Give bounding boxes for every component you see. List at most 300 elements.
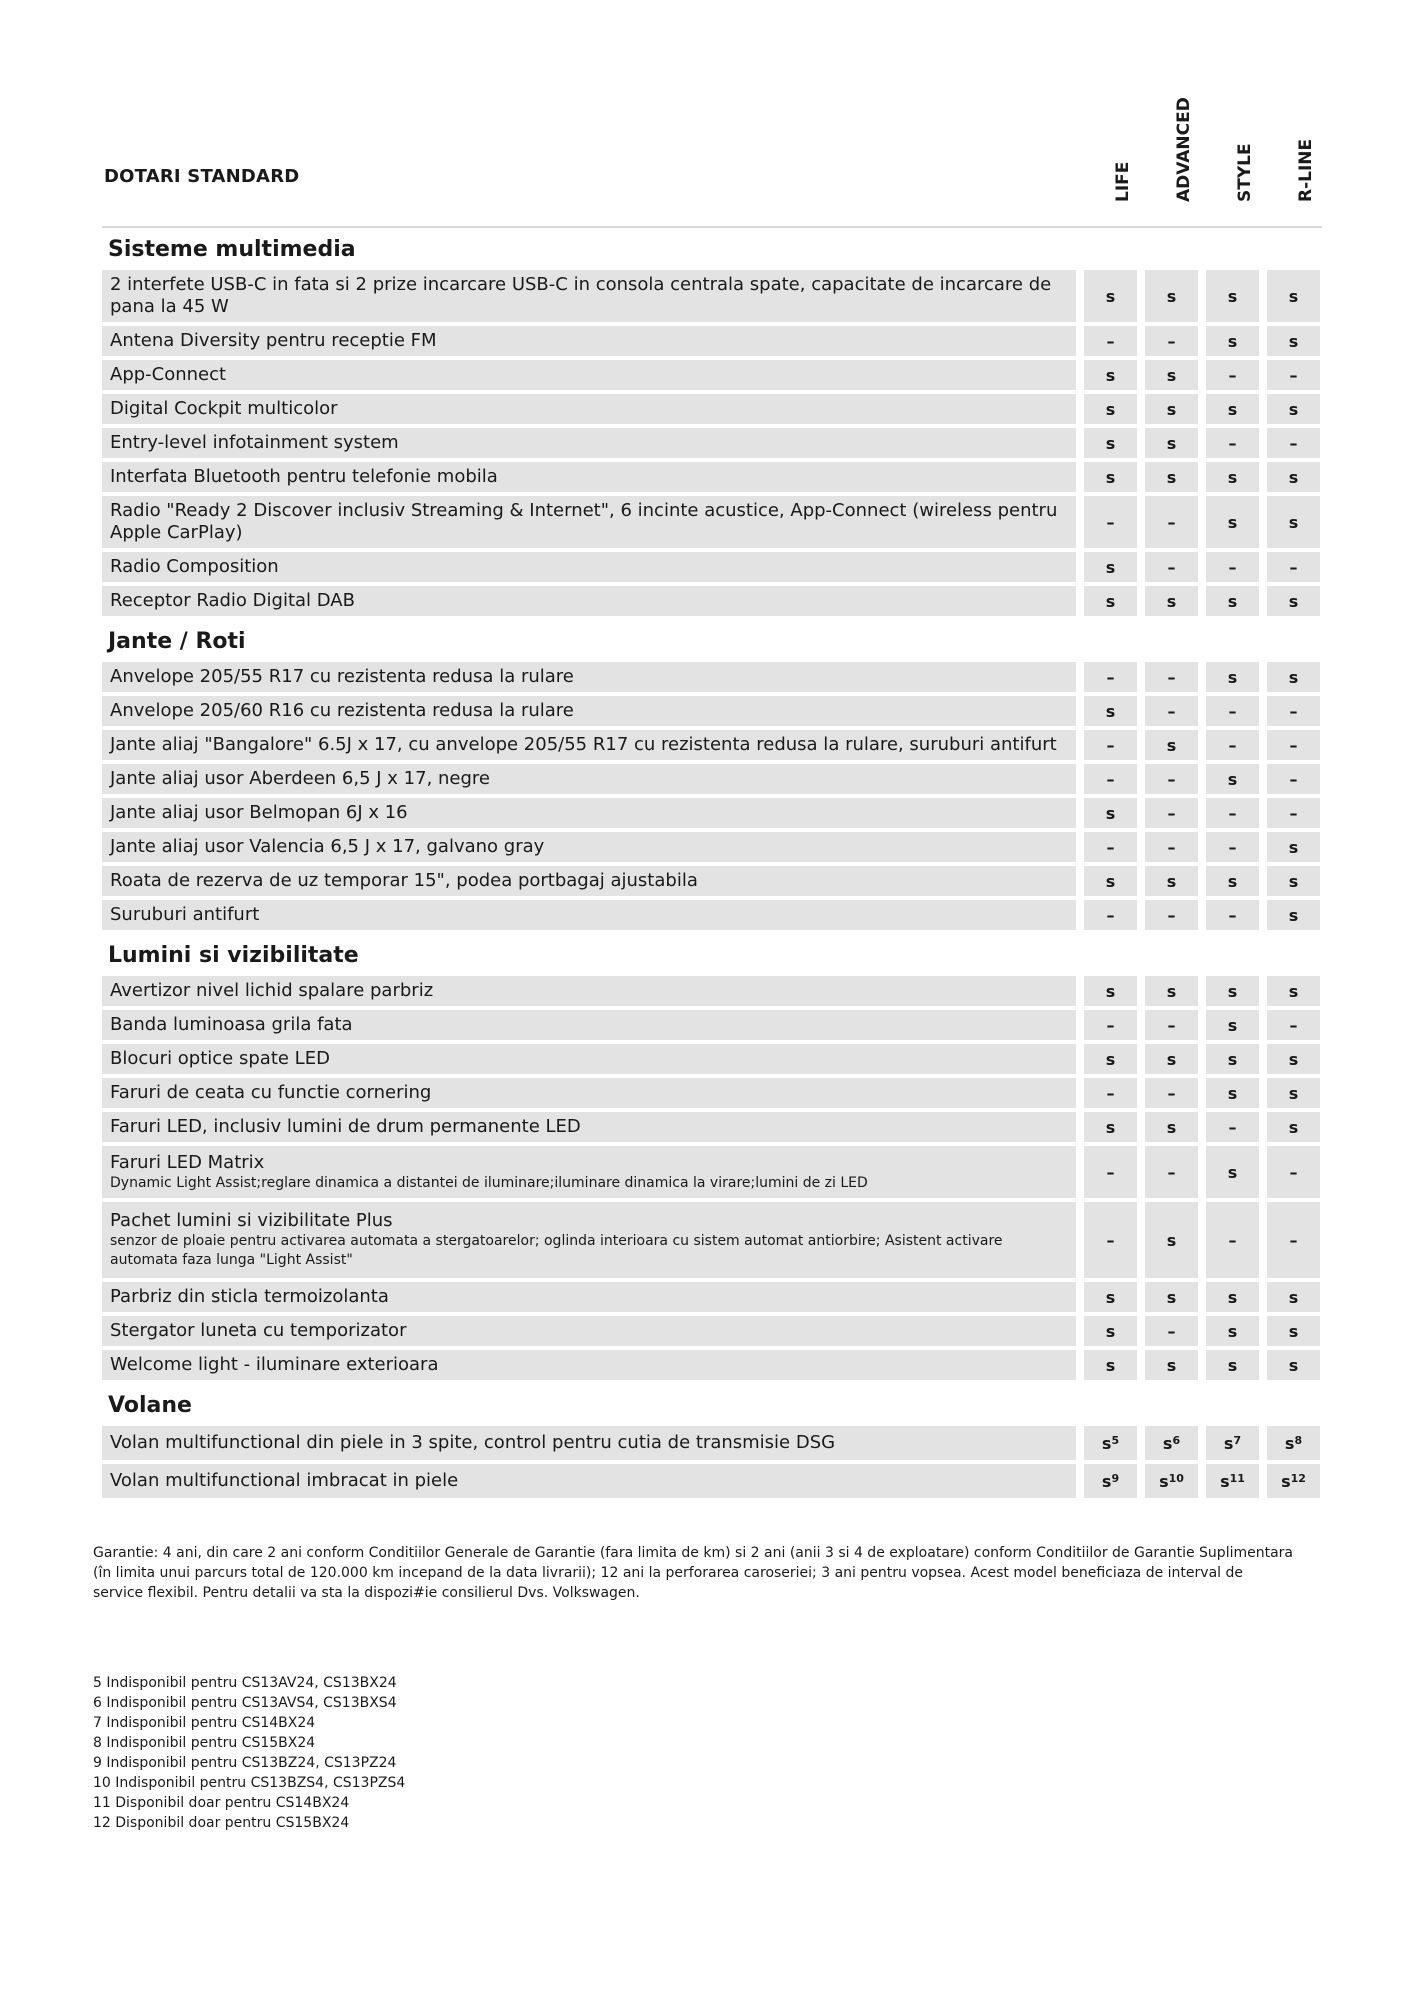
availability-mark: – (1106, 1083, 1115, 1103)
availability-mark: s (1220, 1471, 1230, 1491)
feature-label (102, 1078, 1076, 1108)
feature-name: Avertizor nivel lichid spalare parbriz (110, 980, 434, 1001)
feature-label (102, 586, 1076, 616)
availability-mark: – (1289, 433, 1298, 453)
feature-label (102, 1426, 1076, 1460)
availability-mark: – (1167, 1162, 1176, 1182)
availability-cell (1145, 1112, 1198, 1142)
availability-cell (1267, 662, 1320, 692)
feature-label (102, 1350, 1076, 1380)
footnote: 8 Indisponibil pentru CS15BX24 (93, 1735, 316, 1751)
availability-cell (1084, 1202, 1137, 1278)
availability-cell (1084, 586, 1137, 616)
availability-mark: – (1167, 803, 1176, 823)
availability-cell (1206, 586, 1259, 616)
availability-cell (1267, 586, 1320, 616)
footnote: 7 Indisponibil pentru CS14BX24 (93, 1715, 316, 1731)
availability-mark: – (1167, 667, 1176, 687)
availability-mark: s (1166, 735, 1177, 755)
feature-label (102, 270, 1076, 322)
availability-cell (1267, 832, 1320, 862)
availability-mark: s (1288, 331, 1299, 351)
page-title: DOTARI STANDARD (104, 166, 300, 187)
availability-mark: s (1227, 1015, 1238, 1035)
availability-cell (1145, 586, 1198, 616)
availability-cell (1206, 1044, 1259, 1074)
feature-label (102, 462, 1076, 492)
availability-cell (1145, 900, 1198, 930)
table-row (102, 552, 1322, 582)
availability-mark: – (1167, 701, 1176, 721)
availability-mark: s (1101, 1471, 1112, 1491)
availability-cell (1084, 394, 1137, 424)
feature-name: Pachet lumini si vizibilitate Plus (110, 1210, 393, 1231)
availability-cell (1206, 764, 1259, 794)
feature-label (102, 866, 1076, 896)
availability-cell (1084, 764, 1137, 794)
availability-cell (1145, 270, 1198, 322)
availability-mark: – (1106, 837, 1115, 857)
feature-label (102, 1282, 1076, 1312)
availability-mark: s (1105, 871, 1116, 891)
availability-cell (1206, 1316, 1259, 1346)
feature-name: Receptor Radio Digital DAB (110, 590, 355, 611)
availability-mark: s (1105, 557, 1116, 577)
availability-mark: s (1227, 467, 1238, 487)
table-row (102, 326, 1322, 356)
availability-cell (1267, 1202, 1320, 1278)
availability-mark: – (1289, 1015, 1298, 1035)
availability-cell (1206, 832, 1259, 862)
feature-label (102, 428, 1076, 458)
availability-mark: s (1166, 1117, 1177, 1137)
availability-mark: – (1228, 701, 1237, 721)
availability-cell (1206, 552, 1259, 582)
availability-mark: – (1289, 557, 1298, 577)
availability-mark: s (1288, 1321, 1299, 1341)
availability-mark: – (1106, 1015, 1115, 1035)
availability-mark: – (1167, 512, 1176, 532)
availability-mark: s (1288, 1083, 1299, 1103)
availability-mark: s (1227, 331, 1238, 351)
table-body (102, 228, 1322, 1498)
availability-cell (1084, 730, 1137, 760)
table-row (102, 394, 1322, 424)
availability-mark: s (1288, 667, 1299, 687)
availability-mark: – (1106, 512, 1115, 532)
availability-mark: – (1228, 1230, 1237, 1250)
availability-mark: s (1227, 1049, 1238, 1069)
feature-label (102, 552, 1076, 582)
feature-name: Roata de rezerva de uz temporar 15", podea portbagaj ajustabila (110, 870, 698, 891)
availability-mark: s (1166, 981, 1177, 1001)
table-row (102, 1464, 1322, 1498)
feature-name: Digital Cockpit multicolor (110, 398, 338, 419)
availability-cell (1267, 866, 1320, 896)
availability-mark: s (1227, 1355, 1238, 1375)
availability-cell (1267, 1112, 1320, 1142)
feature-name: Interfata Bluetooth pentru telefonie mobila (110, 466, 498, 487)
feature-name: Suruburi antifurt (110, 904, 260, 925)
availability-mark: – (1228, 557, 1237, 577)
availability-mark: s (1288, 1049, 1299, 1069)
availability-cell (1267, 696, 1320, 726)
table-row (102, 1078, 1322, 1108)
table-row (102, 764, 1322, 794)
availability-mark: s (1101, 1433, 1112, 1453)
availability-mark: s (1105, 433, 1116, 453)
availability-cell (1145, 552, 1198, 582)
availability-cell (1267, 360, 1320, 390)
availability-cell (1206, 1282, 1259, 1312)
feature-name: Jante aliaj usor Aberdeen 6,5 J x 17, negre (110, 768, 490, 789)
availability-mark: s (1166, 1049, 1177, 1069)
availability-cell (1145, 1202, 1198, 1278)
column-header-advanced: ADVANCED (1173, 97, 1194, 202)
availability-cell (1084, 662, 1137, 692)
availability-mark: s (1105, 1049, 1116, 1069)
availability-mark: s (1227, 1083, 1238, 1103)
availability-mark: s (1166, 1230, 1177, 1250)
feature-name: Welcome light - iluminare exterioara (110, 1354, 439, 1375)
availability-cell (1084, 866, 1137, 896)
availability-mark: s (1288, 512, 1299, 532)
availability-cell (1206, 1202, 1259, 1278)
availability-cell (1206, 1426, 1259, 1460)
footnote-ref: 6 (1172, 1433, 1181, 1447)
availability-cell (1267, 394, 1320, 424)
availability-mark: – (1106, 1162, 1115, 1182)
availability-cell (1267, 764, 1320, 794)
footnote-ref: 7 (1233, 1433, 1242, 1447)
availability-mark: s (1105, 701, 1116, 721)
availability-cell (1084, 428, 1137, 458)
availability-mark: – (1289, 365, 1298, 385)
feature-name: Jante aliaj usor Valencia 6,5 J x 17, galvano gray (110, 836, 545, 857)
feature-label (102, 764, 1076, 794)
availability-mark: s (1227, 1287, 1238, 1307)
feature-label (102, 1146, 1076, 1198)
feature-description: Dynamic Light Assist;reglare dinamica a distantei de iluminare;iluminare dinamica la virare;lumini de zi LED (110, 1174, 868, 1191)
availability-cell (1145, 1146, 1198, 1198)
availability-mark: s (1105, 591, 1116, 611)
availability-mark: s (1105, 399, 1116, 419)
feature-description: senzor de ploaie pentru activarea automata a stergatoarelor; oglinda interioara cu sistem automat antiorbire; Asistent activare automata faza lunga "Light Assist" (110, 1233, 1003, 1268)
availability-cell (1145, 1426, 1198, 1460)
feature-name: Antena Diversity pentru receptie FM (110, 330, 437, 351)
availability-cell (1145, 1078, 1198, 1108)
availability-cell (1084, 326, 1137, 356)
feature-label (102, 1316, 1076, 1346)
availability-mark: s (1227, 667, 1238, 687)
footnote: 10 Indisponibil pentru CS13BZS4, CS13PZS4 (93, 1775, 406, 1791)
availability-mark: s (1288, 1355, 1299, 1375)
availability-cell (1145, 496, 1198, 548)
feature-label (102, 662, 1076, 692)
feature-name: 2 interfete USB-C in fata si 2 prize incarcare USB-C in consola centrala spate, capacitate de incarcare de pana la 45 W (110, 274, 1052, 317)
availability-cell (1145, 798, 1198, 828)
availability-mark: s (1288, 1287, 1299, 1307)
availability-mark: s (1227, 591, 1238, 611)
availability-cell (1206, 1146, 1259, 1198)
table-row (102, 1316, 1322, 1346)
availability-mark: – (1228, 803, 1237, 823)
section-title: Jante / Roti (108, 629, 246, 654)
availability-mark: – (1289, 701, 1298, 721)
availability-cell (1084, 1282, 1137, 1312)
availability-mark: s (1105, 1117, 1116, 1137)
feature-name: Blocuri optice spate LED (110, 1048, 330, 1069)
availability-mark: – (1228, 1117, 1237, 1137)
availability-cell (1267, 496, 1320, 548)
availability-cell (1267, 798, 1320, 828)
availability-cell (1145, 662, 1198, 692)
availability-cell (1084, 462, 1137, 492)
availability-cell (1267, 1282, 1320, 1312)
availability-mark: – (1106, 769, 1115, 789)
footnote-ref: 8 (1294, 1433, 1303, 1447)
availability-cell (1145, 326, 1198, 356)
footnote-ref: 9 (1111, 1471, 1120, 1485)
availability-mark: – (1106, 735, 1115, 755)
feature-name: Volan multifunctional imbracat in piele (110, 1470, 459, 1491)
availability-mark: s (1288, 467, 1299, 487)
table-row (102, 1010, 1322, 1040)
availability-mark: – (1289, 1230, 1298, 1250)
availability-cell (1084, 1112, 1137, 1142)
availability-mark: – (1167, 1321, 1176, 1341)
table-row (102, 1282, 1322, 1312)
feature-name: Radio "Ready 2 Discover inclusiv Streaming & Internet", 6 incinte acustice, App-Connect (wireless pentru Apple CarPlay) (110, 500, 1058, 543)
availability-mark: – (1106, 905, 1115, 925)
table-row (102, 496, 1322, 548)
availability-mark: – (1106, 331, 1115, 351)
table-row (102, 662, 1322, 692)
availability-cell (1084, 1010, 1137, 1040)
feature-label (102, 1010, 1076, 1040)
availability-cell (1267, 976, 1320, 1006)
availability-mark: s (1288, 837, 1299, 857)
feature-label (102, 1464, 1076, 1498)
feature-label (102, 832, 1076, 862)
availability-cell (1084, 1078, 1137, 1108)
feature-name: App-Connect (110, 364, 227, 385)
feature-label (102, 360, 1076, 390)
availability-cell (1084, 1316, 1137, 1346)
column-header-style: STYLE (1234, 143, 1255, 202)
availability-cell (1084, 360, 1137, 390)
availability-mark: s (1288, 399, 1299, 419)
availability-cell (1206, 976, 1259, 1006)
availability-mark: s (1227, 981, 1238, 1001)
availability-mark: – (1289, 769, 1298, 789)
availability-cell (1267, 1010, 1320, 1040)
availability-mark: – (1167, 769, 1176, 789)
availability-mark: s (1166, 399, 1177, 419)
availability-mark: s (1288, 905, 1299, 925)
table-row (102, 1146, 1322, 1198)
availability-mark: s (1288, 1117, 1299, 1137)
table-row (102, 900, 1322, 930)
availability-mark: s (1288, 871, 1299, 891)
availability-cell (1084, 696, 1137, 726)
footnote-ref: 10 (1168, 1471, 1184, 1485)
section-title: Volane (108, 1393, 192, 1418)
table-row (102, 1112, 1322, 1142)
availability-mark: – (1228, 735, 1237, 755)
availability-cell (1145, 360, 1198, 390)
availability-cell (1206, 1112, 1259, 1142)
feature-name: Stergator luneta cu temporizator (110, 1320, 407, 1341)
table-row (102, 360, 1322, 390)
availability-cell (1267, 270, 1320, 322)
availability-cell (1084, 1350, 1137, 1380)
availability-mark: s (1166, 1355, 1177, 1375)
availability-mark: – (1167, 331, 1176, 351)
availability-cell (1145, 832, 1198, 862)
availability-cell (1145, 866, 1198, 896)
footnote-ref: 5 (1111, 1433, 1120, 1447)
column-header-r-line: R-LINE (1295, 138, 1316, 202)
availability-mark: – (1228, 905, 1237, 925)
availability-mark: – (1228, 433, 1237, 453)
availability-mark: s (1159, 1471, 1169, 1491)
feature-name: Jante aliaj "Bangalore" 6.5J x 17, cu anvelope 205/55 R17 cu rezistenta redusa la rulare, suruburi antifurt (110, 734, 1057, 755)
table-row (102, 866, 1322, 896)
availability-mark: s (1105, 467, 1116, 487)
availability-mark: s (1227, 399, 1238, 419)
feature-label (102, 798, 1076, 828)
availability-cell (1206, 1464, 1259, 1498)
feature-label (102, 1044, 1076, 1074)
availability-cell (1206, 428, 1259, 458)
feature-label (102, 1202, 1076, 1278)
feature-label (102, 394, 1076, 424)
availability-cell (1084, 552, 1137, 582)
availability-mark: – (1106, 667, 1115, 687)
table-row (102, 730, 1322, 760)
availability-cell (1267, 326, 1320, 356)
availability-cell (1267, 1426, 1320, 1460)
feature-name: Faruri LED Matrix (110, 1151, 265, 1173)
availability-cell (1267, 552, 1320, 582)
availability-cell (1267, 1078, 1320, 1108)
availability-cell (1145, 696, 1198, 726)
availability-mark: s (1105, 1287, 1116, 1307)
feature-name: Volan multifunctional din piele in 3 spite, control pentru cutia de transmisie DSG (110, 1432, 836, 1453)
availability-mark: s (1162, 1433, 1173, 1453)
availability-mark: s (1166, 433, 1177, 453)
footnote: 5 Indisponibil pentru CS13AV24, CS13BX24 (93, 1675, 397, 1691)
availability-mark: s (1227, 1321, 1238, 1341)
availability-cell (1206, 462, 1259, 492)
warranty-note: Garantie: 4 ani, din care 2 ani conform Conditiilor Generale de Garantie (fara limita de km) si 2 ani (anii 3 si 4 de exploatare) conform Conditiilor de Garantie Suplimentara (în limita unui parcurs total de 120.000 km incepand de la data livrarii); 12 ani la perforarea caroseriei; 3 ani pentru vopsea. Acest model beneficiaza de interval de service flexibil. Pentru detalii va sta la dispozi#ie consilierul Dvs. Volkswagen. (93, 1545, 1294, 1601)
availability-cell (1206, 798, 1259, 828)
table-row (102, 428, 1322, 458)
availability-cell (1084, 496, 1137, 548)
availability-mark: s (1105, 803, 1116, 823)
table-row (102, 1202, 1322, 1278)
availability-cell (1084, 270, 1137, 322)
feature-label (102, 976, 1076, 1006)
availability-mark: s (1166, 1287, 1177, 1307)
footnote: 9 Indisponibil pentru CS13BZ24, CS13PZ24 (93, 1755, 397, 1771)
availability-mark: – (1167, 557, 1176, 577)
availability-mark: s (1166, 286, 1177, 306)
availability-cell (1084, 1044, 1137, 1074)
availability-cell (1145, 1282, 1198, 1312)
availability-cell (1145, 428, 1198, 458)
footnotes (93, 1673, 1322, 1833)
table-header (102, 0, 1322, 228)
footnote: 6 Indisponibil pentru CS13AVS4, CS13BXS4 (93, 1695, 397, 1711)
availability-cell (1206, 326, 1259, 356)
availability-cell (1267, 1350, 1320, 1380)
availability-cell (1206, 730, 1259, 760)
footnote: 11 Disponibil doar pentru CS14BX24 (93, 1795, 350, 1811)
availability-mark: – (1228, 365, 1237, 385)
availability-cell (1206, 270, 1259, 322)
availability-cell (1084, 900, 1137, 930)
availability-cell (1084, 1146, 1137, 1198)
availability-cell (1267, 1464, 1320, 1498)
availability-mark: s (1105, 1321, 1116, 1341)
feature-label (102, 696, 1076, 726)
availability-mark: s (1227, 1162, 1238, 1182)
column-header-life: LIFE (1112, 161, 1133, 202)
table-row (102, 976, 1322, 1006)
availability-mark: – (1167, 1083, 1176, 1103)
availability-mark: – (1289, 735, 1298, 755)
availability-mark: – (1289, 1162, 1298, 1182)
footnote-ref: 12 (1290, 1471, 1306, 1485)
equipment-sheet (93, 0, 1322, 1833)
availability-cell (1206, 360, 1259, 390)
availability-mark: s (1227, 871, 1238, 891)
availability-mark: s (1105, 981, 1116, 1001)
availability-cell (1206, 394, 1259, 424)
availability-cell (1206, 662, 1259, 692)
availability-mark: s (1105, 286, 1116, 306)
availability-cell (1206, 496, 1259, 548)
availability-cell (1145, 1464, 1198, 1498)
availability-cell (1267, 900, 1320, 930)
availability-mark: s (1166, 467, 1177, 487)
feature-name: Jante aliaj usor Belmopan 6J x 16 (110, 802, 408, 823)
table-row (102, 798, 1322, 828)
footnote-ref: 11 (1229, 1471, 1245, 1485)
availability-cell (1206, 1010, 1259, 1040)
availability-cell (1267, 1316, 1320, 1346)
availability-cell (1267, 1146, 1320, 1198)
feature-label (102, 326, 1076, 356)
availability-cell (1145, 730, 1198, 760)
table-row (102, 462, 1322, 492)
availability-cell (1206, 866, 1259, 896)
feature-name: Anvelope 205/60 R16 cu rezistenta redusa la rulare (110, 700, 574, 721)
table-row (102, 1426, 1322, 1460)
feature-name: Faruri de ceata cu functie cornering (110, 1082, 432, 1103)
availability-mark: – (1167, 905, 1176, 925)
feature-label (102, 730, 1076, 760)
feature-name: Radio Composition (110, 556, 279, 577)
availability-cell (1206, 900, 1259, 930)
availability-mark: s (1227, 769, 1238, 789)
availability-cell (1084, 832, 1137, 862)
feature-name: Banda luminoasa grila fata (110, 1014, 353, 1035)
feature-name: Anvelope 205/55 R17 cu rezistenta redusa la rulare (110, 666, 574, 687)
availability-mark: – (1289, 803, 1298, 823)
